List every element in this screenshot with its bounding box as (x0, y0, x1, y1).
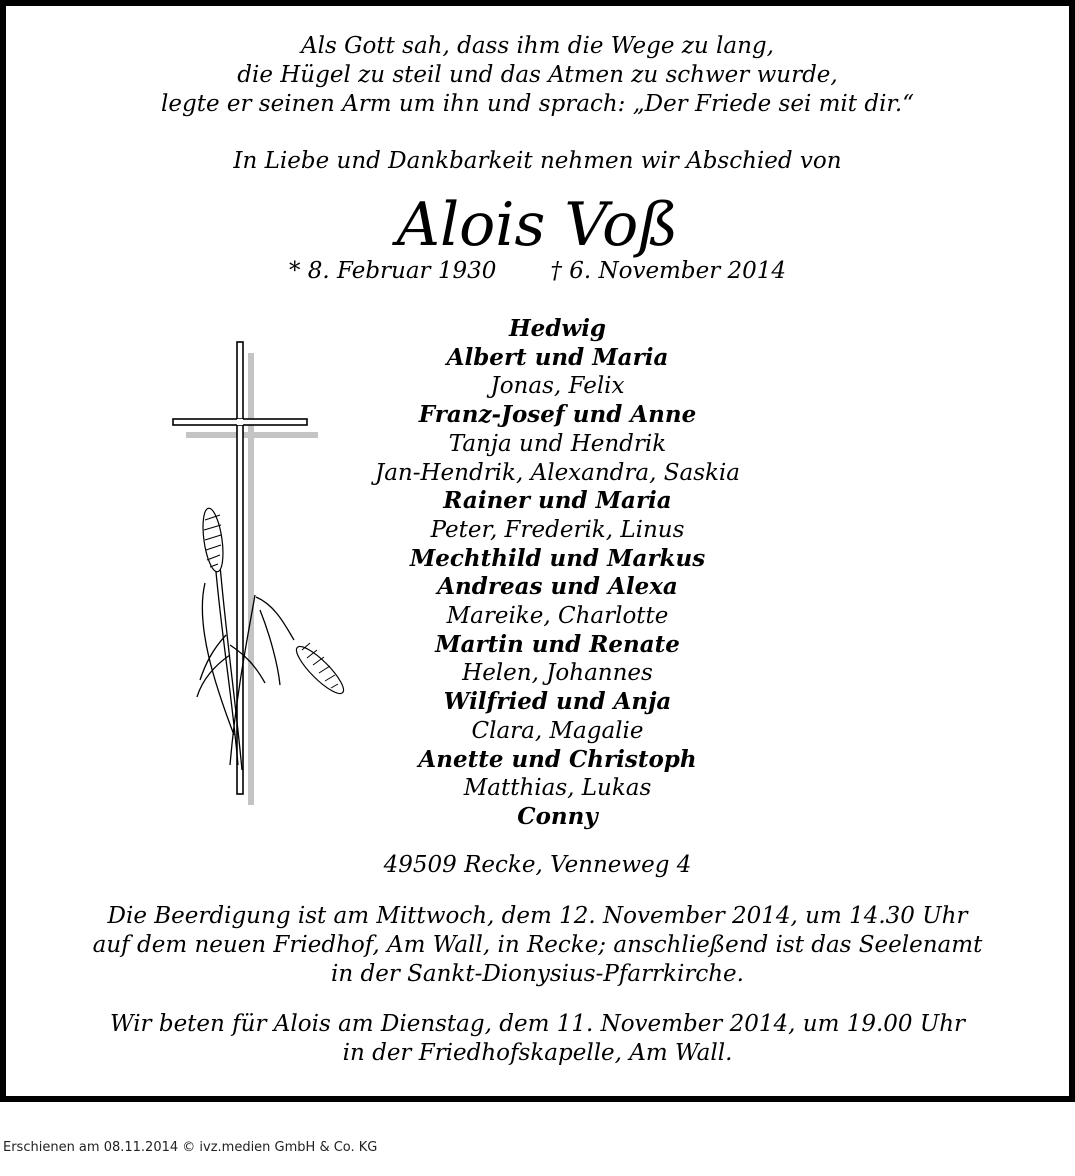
family-member: Matthias, Lukas (463, 775, 652, 802)
funeral-info (0, 902, 1075, 989)
funeral-line: in der Sankt-Dionysius-Pfarrkirche. (331, 961, 744, 987)
prayer-line: in der Friedhofskapelle, Am Wall. (342, 1040, 733, 1066)
funeral-line: Die Beerdigung ist am Mittwoch, dem 12. November 2014, um 14.30 Uhr (107, 903, 968, 929)
family-member: Hedwig (508, 315, 607, 342)
family-member: Rainer und Maria (443, 487, 672, 515)
family-member: Helen, Johannes (462, 660, 653, 687)
poem-line: die Hügel zu steil und das Atmen zu schwer wurde, (237, 62, 838, 88)
family-member: Martin und Renate (435, 630, 680, 658)
deceased-name: Alois Voß (396, 190, 679, 260)
prayer-line: Wir beten für Alois am Dienstag, dem 11. November 2014, um 19.00 Uhr (109, 1011, 966, 1037)
death-date: † 6. November 2014 (550, 258, 787, 284)
address: 49509 Recke, Venneweg 4 (383, 852, 692, 878)
family-member: Peter, Frederik, Linus (430, 516, 685, 543)
funeral-line: auf dem neuen Friedhof, Am Wall, in Recke; anschließend ist das Seelenamt (92, 932, 983, 958)
family-member: Conny (517, 802, 598, 830)
family-member: Franz-Josef und Anne (418, 401, 697, 429)
family-member: Mechthild und Markus (409, 544, 706, 572)
family-member: Clara, Magalie (471, 717, 644, 744)
poem-line: Als Gott sah, dass ihm die Wege zu lang, (301, 33, 774, 59)
family-member: Tanja und Hendrik (448, 430, 667, 457)
family-member: Anette und Christoph (418, 745, 697, 773)
family-member: Albert und Maria (446, 343, 669, 371)
poem (0, 32, 1075, 119)
family-member: Andreas und Alexa (437, 573, 678, 601)
intro-text: In Liebe und Dankbarkeit nehmen wir Abschied von (233, 148, 842, 174)
birth-date: * 8. Februar 1930 (288, 258, 497, 284)
family-member: Wilfried und Anja (443, 688, 672, 716)
family-member: Jonas, Felix (490, 373, 625, 400)
prayer-info (0, 1010, 1075, 1068)
family-member: Jan-Hendrik, Alexandra, Saskia (374, 459, 741, 486)
publication-credit: Erschienen am 08.11.2014 © ivz.medien GmbH & Co. KG (3, 1140, 378, 1155)
family-list (0, 315, 1075, 832)
life-dates (0, 258, 1075, 284)
family-member: Mareike, Charlotte (446, 603, 669, 630)
poem-line: legte er seinen Arm um ihn und sprach: „Der Friede sei mit dir.“ (161, 91, 914, 117)
